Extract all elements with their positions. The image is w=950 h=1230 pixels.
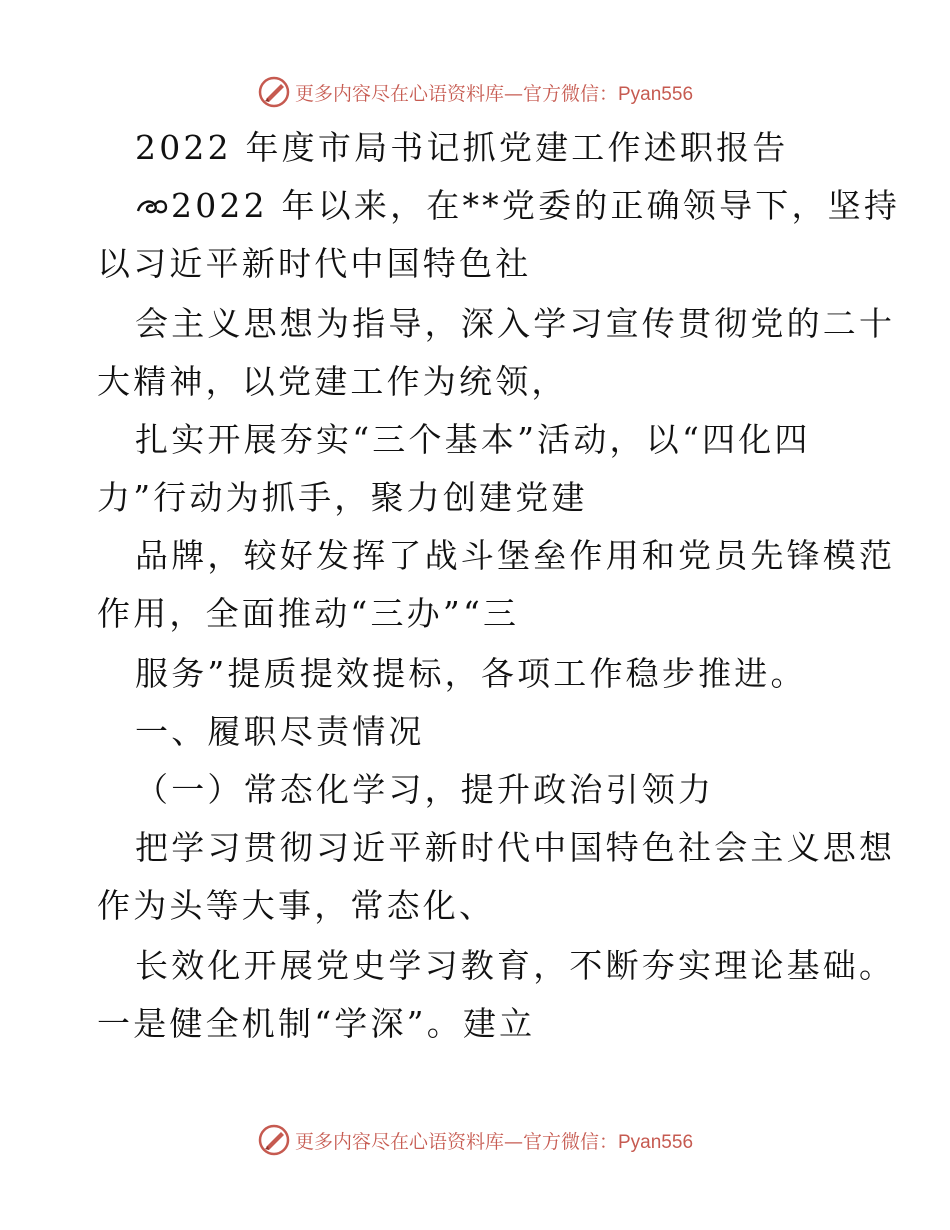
paragraph-line: 作为头等大事，常态化、 [97,886,496,925]
paragraph-line: 长效化开展党史学习教育，不断夯实理论基础。 [135,946,896,985]
document-title: 2022 年度市局书记抓党建工作述职报告 [135,128,789,167]
subsection-heading: （一）常态化学习，提升政治引领力 [135,770,715,809]
swirl-ornament-icon [135,193,169,219]
paragraph-line: 2022 年以来，在**党委的正确领导下，坚持 [135,186,900,226]
paragraph-line: 力”行动为抓手，聚力创建党建 [97,478,588,517]
paragraph-line: 品牌，较好发挥了战斗堡垒作用和党员先锋模范 [135,536,896,575]
logo-icon [257,1123,291,1157]
paragraph-line: 作用，全面推动“三办”“三 [97,594,520,633]
paragraph-line: 会主义思想为指导，深入学习宣传贯彻党的二十 [135,304,896,343]
paragraph-line: 把学习贯彻习近平新时代中国特色社会主义思想 [135,828,896,867]
watermark-text: 更多内容尽在心语资料库—官方微信：Pyan556 [294,82,694,105]
logo-icon [257,75,291,109]
paragraph-line: 以习近平新时代中国特色社 [97,244,532,283]
watermark-header [0,72,950,112]
section-heading: 一、履职尽责情况 [135,712,425,751]
paragraph-line: 大精神，以党建工作为统领， [97,362,568,401]
watermark-text: 更多内容尽在心语资料库—官方微信：Pyan556 [294,1130,694,1153]
paragraph-line: 一是健全机制“学深”。建立 [97,1004,536,1043]
paragraph-line: 服务”提质提效提标，各项工作稳步推进。 [135,654,807,693]
paragraph-line: 扎实开展夯实“三个基本”活动，以“四化四 [135,420,811,459]
watermark-footer [0,1120,950,1160]
